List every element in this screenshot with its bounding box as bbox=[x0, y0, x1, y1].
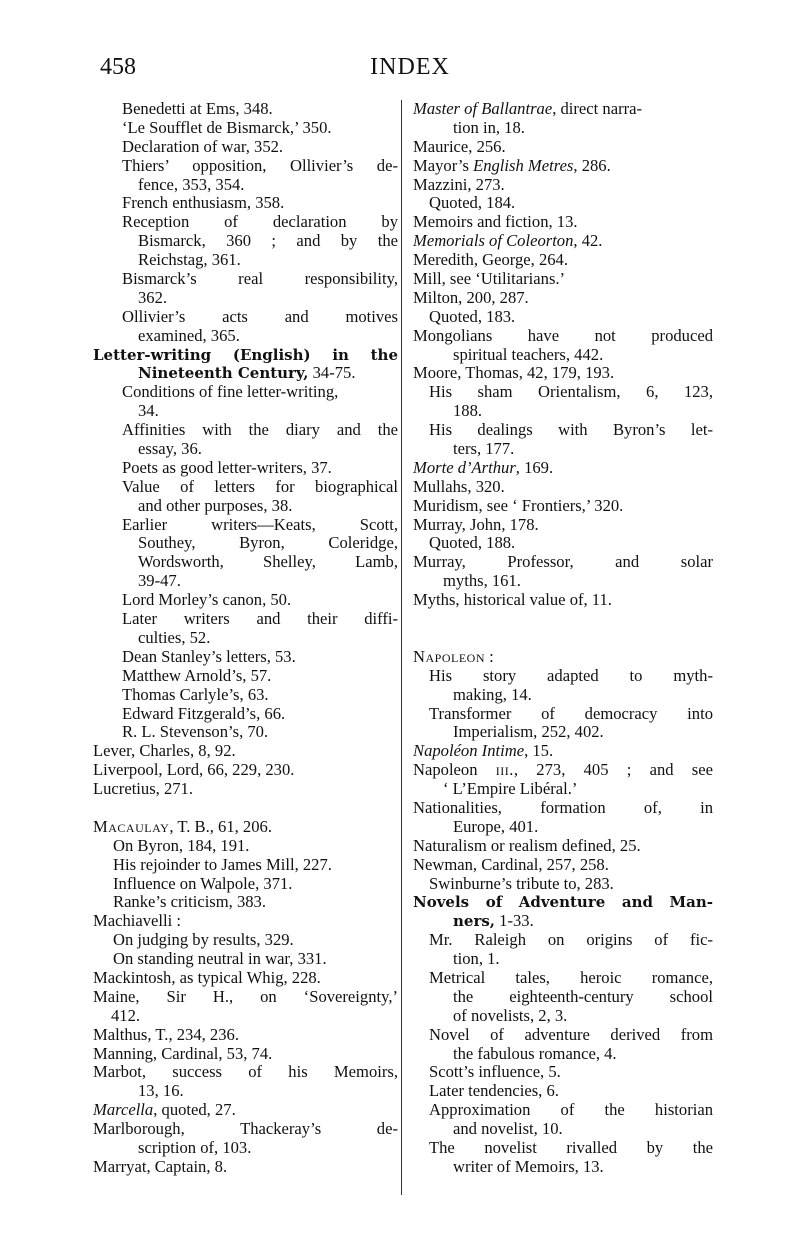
entry-text: 362. bbox=[138, 287, 168, 307]
index-entry-line bbox=[93, 988, 398, 1007]
entry-text: Declaration of war, 352. bbox=[122, 136, 284, 156]
index-entry-line bbox=[413, 856, 713, 875]
index-entry-line bbox=[443, 572, 713, 591]
entry-text: , quoted, 27. bbox=[153, 1100, 236, 1120]
entry-text: Dean Stanley’s letters, 53. bbox=[122, 646, 296, 666]
index-entry-line bbox=[138, 251, 398, 270]
index-entry-line bbox=[113, 837, 398, 856]
entry-text: Novel of adventure derived from bbox=[429, 1025, 713, 1044]
entry-text: , T. B., 61, 206. bbox=[169, 816, 272, 836]
entry-text: Marryat, Captain, 8. bbox=[93, 1156, 228, 1176]
index-entry-line bbox=[93, 818, 398, 837]
index-entry-line bbox=[429, 875, 713, 894]
index-entry-line bbox=[138, 364, 398, 383]
entry-text: Napoléon Intime bbox=[413, 741, 525, 761]
entry-text: , 15. bbox=[524, 741, 554, 761]
entry-text: Mullahs, 320. bbox=[413, 476, 505, 496]
running-head: INDEX bbox=[370, 54, 450, 80]
index-entry-line bbox=[413, 364, 713, 383]
entry-text: , direct narra- bbox=[552, 99, 643, 118]
entry-text: Quoted, 188. bbox=[429, 533, 516, 553]
entry-text: Mackintosh, as typical Whig, 228. bbox=[93, 967, 321, 987]
entry-text: Myths, historical value of, 11. bbox=[413, 590, 612, 610]
entry-text: Mazzini, 273. bbox=[413, 174, 505, 194]
entry-text: and other purposes, 38. bbox=[138, 495, 293, 515]
index-entry-line bbox=[93, 742, 398, 761]
index-entry-line bbox=[453, 1158, 713, 1177]
index-entry-line bbox=[122, 383, 398, 402]
entry-text: On Byron, 184, 191. bbox=[113, 835, 250, 855]
index-entry-line bbox=[138, 327, 398, 346]
index-entry-line bbox=[413, 478, 713, 497]
index-entry-line bbox=[138, 232, 398, 251]
entry-text: 39-47. bbox=[138, 571, 181, 591]
index-entry-line bbox=[413, 138, 713, 157]
entry-text: On judging by results, 329. bbox=[113, 930, 294, 950]
index-entry-line bbox=[413, 742, 713, 761]
entry-text: Mongolians have not produced bbox=[413, 326, 713, 345]
entry-text: Master of Ballantrae bbox=[413, 99, 553, 118]
index-entry-line bbox=[138, 1082, 398, 1101]
entry-text: Ranke’s criticism, 383. bbox=[113, 892, 267, 912]
index-entry-line bbox=[113, 856, 398, 875]
index-entry-line bbox=[429, 969, 713, 988]
index-entry-line bbox=[453, 912, 713, 931]
index-entry-line bbox=[111, 1007, 398, 1026]
entry-text: Thomas Carlyle’s, 63. bbox=[122, 684, 269, 704]
index-entry-line bbox=[138, 440, 398, 459]
entry-text: Murray, John, 178. bbox=[413, 514, 539, 534]
entry-text: Naturalism or realism defined, 25. bbox=[413, 835, 641, 855]
index-entry-line bbox=[453, 1045, 713, 1064]
index-entry-line bbox=[93, 780, 398, 799]
entry-text: 1-33. bbox=[495, 911, 534, 931]
entry-text: Poets as good letter-writers, 37. bbox=[122, 457, 332, 477]
entry-text: making, 14. bbox=[453, 684, 532, 704]
entry-text: culties, 52. bbox=[138, 627, 211, 647]
blank-line bbox=[93, 799, 398, 818]
entry-text: His rejoinder to James Mill, 227. bbox=[113, 854, 332, 874]
entry-text: 34-75. bbox=[308, 363, 356, 383]
index-entry-line bbox=[138, 402, 398, 421]
index-entry-line bbox=[413, 100, 713, 119]
index-entry-line bbox=[138, 289, 398, 308]
entry-text: His story adapted to myth- bbox=[429, 666, 713, 685]
entry-text: French enthusiasm, 358. bbox=[122, 193, 285, 213]
entry-text: 188. bbox=[453, 401, 483, 421]
index-entry-line bbox=[453, 1120, 713, 1139]
index-entry-line bbox=[413, 176, 713, 195]
index-entry-line bbox=[429, 667, 713, 686]
entry-text: Influence on Walpole, 371. bbox=[113, 873, 293, 893]
index-entry-line bbox=[429, 705, 713, 724]
index-entry-line bbox=[113, 950, 398, 969]
index-entry-line bbox=[413, 251, 713, 270]
entry-text: Lever, Charles, 8, 92. bbox=[93, 741, 236, 761]
index-entry-line bbox=[93, 1026, 398, 1045]
index-entry-line bbox=[429, 1026, 713, 1045]
entry-text: Imperialism, 252, 402. bbox=[453, 722, 604, 742]
index-entry-line bbox=[93, 1063, 398, 1082]
entry-text: Lucretius, 271. bbox=[93, 779, 194, 799]
index-column-left bbox=[93, 100, 398, 1177]
entry-text: Manning, Cardinal, 53, 74. bbox=[93, 1043, 273, 1063]
entry-text: The novelist rivalled by the bbox=[429, 1138, 713, 1157]
index-entry-line bbox=[122, 478, 398, 497]
entry-text: Quoted, 184. bbox=[429, 193, 516, 213]
entry-text: Ollivier’s acts and motives bbox=[122, 307, 398, 326]
entry-text: Bismarck’s real responsibility, bbox=[122, 270, 398, 289]
entry-text: Murray, Professor, and solar bbox=[413, 553, 713, 572]
index-entry-line bbox=[122, 723, 398, 742]
entry-text: scription of, 103. bbox=[138, 1137, 252, 1157]
index-entry-line bbox=[453, 346, 713, 365]
entry-text: English Metres bbox=[473, 155, 574, 175]
index-entry-line bbox=[413, 837, 713, 856]
index-entry-line bbox=[453, 402, 713, 421]
entry-text: Maurice, 256. bbox=[413, 136, 506, 156]
entry-text: Edward Fitzgerald’s, 66. bbox=[122, 703, 286, 723]
entry-text: ners, bbox=[453, 912, 496, 931]
blank-line bbox=[413, 629, 713, 648]
entry-text: ‘Le Soufflet de Bismarck,’ 350. bbox=[122, 117, 332, 137]
entry-text: Transformer of democracy into bbox=[429, 704, 713, 723]
entry-text: Maine, Sir H., on ‘Sovereignty,’ bbox=[93, 987, 398, 1006]
entry-text: Novels of Adventure and Man- bbox=[413, 893, 713, 912]
index-entry-line bbox=[413, 270, 713, 289]
index-entry-line bbox=[138, 534, 398, 553]
index-entry-line bbox=[453, 1007, 713, 1026]
index-entry-line bbox=[413, 799, 713, 818]
index-entry-line bbox=[413, 497, 713, 516]
entry-text: Value of letters for biographical bbox=[122, 477, 398, 496]
index-entry-line bbox=[413, 232, 713, 251]
entry-text: Napoleon bbox=[413, 761, 496, 780]
entry-text: Mayor’s bbox=[413, 155, 474, 175]
entry-text: Europe, 401. bbox=[453, 816, 539, 836]
entry-text: Macaulay bbox=[93, 816, 170, 836]
index-entry-line bbox=[138, 1139, 398, 1158]
entry-text: Benedetti at Ems, 348. bbox=[122, 99, 273, 118]
index-entry-line bbox=[443, 780, 713, 799]
entry-text: Reichstag, 361. bbox=[138, 250, 241, 270]
index-entry-line bbox=[429, 534, 713, 553]
entry-text: Milton, 200, 287. bbox=[413, 287, 529, 307]
entry-text: Affinities with the diary and the bbox=[122, 421, 398, 440]
entry-text: Moore, Thomas, 42, 179, 193. bbox=[413, 363, 615, 383]
entry-text: His sham Orientalism, 6, 123, bbox=[429, 383, 713, 402]
entry-text: Nationalities, formation of, in bbox=[413, 798, 713, 817]
index-entry-line bbox=[122, 119, 398, 138]
index-entry-line bbox=[413, 213, 713, 232]
entry-text: On standing neutral in war, 331. bbox=[113, 949, 327, 969]
index-entry-line bbox=[429, 383, 713, 402]
index-entry-line bbox=[413, 761, 713, 780]
index-entry-line bbox=[122, 194, 398, 213]
entry-text: , 273, 405 ; and see bbox=[513, 761, 713, 780]
entry-text: Later writers and their diffi- bbox=[122, 610, 398, 629]
entry-text: Earlier writers—Keats, Scott, bbox=[122, 515, 398, 534]
entry-text: tion in, 18. bbox=[453, 117, 525, 137]
index-entry-line bbox=[93, 1045, 398, 1064]
entry-text: Quoted, 183. bbox=[429, 306, 516, 326]
index-entry-line bbox=[93, 761, 398, 780]
entry-text: Marlborough, Thackeray’s de- bbox=[93, 1120, 398, 1139]
index-entry-line bbox=[453, 988, 713, 1007]
entry-text: Bismarck, 360 ; and by the bbox=[138, 232, 398, 251]
entry-text: spiritual teachers, 442. bbox=[453, 344, 604, 364]
index-entry-line bbox=[429, 194, 713, 213]
entry-text: iii. bbox=[495, 761, 514, 780]
entry-text: : bbox=[484, 646, 494, 666]
entry-text: , 42. bbox=[573, 231, 603, 251]
index-entry-line bbox=[113, 893, 398, 912]
entry-text: tion, 1. bbox=[453, 949, 500, 969]
index-entry-line bbox=[429, 1139, 713, 1158]
page-number: 458 bbox=[100, 54, 136, 80]
entry-text: myths, 161. bbox=[443, 571, 521, 591]
entry-text: Machiavelli : bbox=[93, 911, 182, 931]
index-entry-line bbox=[429, 1082, 713, 1101]
entry-text: fence, 353, 354. bbox=[138, 174, 245, 194]
entry-text: Muridism, see ‘ Frontiers,’ 320. bbox=[413, 495, 624, 515]
index-entry-line bbox=[122, 138, 398, 157]
index-entry-line bbox=[93, 1101, 398, 1120]
index-entry-line bbox=[93, 1158, 398, 1177]
entry-text: Nineteenth Century, bbox=[138, 364, 309, 383]
index-entry-line bbox=[113, 931, 398, 950]
entry-text: Southey, Byron, Coleridge, bbox=[138, 534, 398, 553]
index-entry-line bbox=[429, 421, 713, 440]
entry-text: of novelists, 2, 3. bbox=[453, 1005, 568, 1025]
index-entry-line bbox=[429, 308, 713, 327]
entry-text: ters, 177. bbox=[453, 439, 515, 459]
index-entry-line bbox=[429, 1063, 713, 1082]
index-entry-line bbox=[138, 629, 398, 648]
entry-text: Metrical tales, heroic romance, bbox=[429, 968, 713, 987]
index-entry-line bbox=[453, 440, 713, 459]
index-entry-line bbox=[122, 270, 398, 289]
column-divider bbox=[401, 100, 402, 1195]
index-entry-line bbox=[413, 516, 713, 535]
index-column-right bbox=[413, 100, 713, 1177]
entry-text: Later tendencies, 6. bbox=[429, 1081, 559, 1101]
entry-text: ‘ L’Empire Libéral.’ bbox=[443, 779, 578, 799]
entry-text: and novelist, 10. bbox=[453, 1119, 563, 1139]
blank-line bbox=[413, 610, 713, 629]
entry-text: Memorials of Coleorton bbox=[413, 231, 574, 251]
index-entry-line bbox=[413, 327, 713, 346]
entry-text: examined, 365. bbox=[138, 325, 240, 345]
index-entry-line bbox=[453, 723, 713, 742]
index-entry-line bbox=[122, 686, 398, 705]
entry-text: writer of Memoirs, 13. bbox=[453, 1156, 604, 1176]
entry-text: 34. bbox=[138, 401, 159, 421]
index-entry-line bbox=[413, 591, 713, 610]
entry-text: essay, 36. bbox=[138, 439, 202, 459]
index-entry-line bbox=[429, 1101, 713, 1120]
entry-text: Napoleon bbox=[413, 646, 485, 666]
index-entry-line bbox=[413, 459, 713, 478]
index-entry-line bbox=[413, 893, 713, 912]
index-entry-line bbox=[122, 421, 398, 440]
index-entry-line bbox=[122, 591, 398, 610]
entry-text: 412. bbox=[111, 1005, 141, 1025]
entry-text: the eighteenth-century school bbox=[453, 987, 713, 1006]
index-entry-line bbox=[122, 610, 398, 629]
entry-text: Marcella bbox=[93, 1100, 154, 1120]
index-entry-line bbox=[122, 459, 398, 478]
index-entry-line bbox=[138, 176, 398, 195]
index-entry-line bbox=[122, 213, 398, 232]
entry-text: Marbot, success of his Memoirs, bbox=[93, 1063, 398, 1082]
entry-text: the fabulous romance, 4. bbox=[453, 1043, 617, 1063]
index-entry-line bbox=[138, 497, 398, 516]
entry-text: Letter-writing (English) in the bbox=[93, 345, 398, 364]
index-entry-line bbox=[413, 553, 713, 572]
entry-text: Malthus, T., 234, 236. bbox=[93, 1024, 239, 1044]
index-entry-line bbox=[122, 157, 398, 176]
index-entry-line bbox=[429, 931, 713, 950]
index-entry-line bbox=[138, 572, 398, 591]
entry-text: , 286. bbox=[573, 155, 611, 175]
index-entry-line bbox=[93, 912, 398, 931]
index-entry-line bbox=[122, 308, 398, 327]
index-entry-line bbox=[413, 648, 713, 667]
entry-text: Liverpool, Lord, 66, 229, 230. bbox=[93, 760, 295, 780]
entry-text: Newman, Cardinal, 257, 258. bbox=[413, 854, 609, 874]
entry-text: Meredith, George, 264. bbox=[413, 250, 568, 270]
index-entry-line bbox=[93, 1120, 398, 1139]
index-entry-line bbox=[453, 686, 713, 705]
index-entry-line bbox=[122, 648, 398, 667]
entry-text: Mr. Raleigh on origins of fic- bbox=[429, 931, 713, 950]
entry-text: Wordsworth, Shelley, Lamb, bbox=[138, 553, 398, 572]
index-entry-line bbox=[113, 875, 398, 894]
entry-text: Mill, see ‘Utilitarians.’ bbox=[413, 269, 566, 289]
index-entry-line bbox=[93, 346, 398, 365]
index-entry-line bbox=[122, 516, 398, 535]
index-entry-line bbox=[138, 553, 398, 572]
index-entry-line bbox=[413, 289, 713, 308]
index-entry-line bbox=[413, 157, 713, 176]
entry-text: , 169. bbox=[515, 457, 554, 477]
index-entry-line bbox=[122, 100, 398, 119]
index-entry-line bbox=[453, 818, 713, 837]
entry-text: His dealings with Byron’s let- bbox=[429, 421, 713, 440]
entry-text: Thiers’ opposition, Ollivier’s de- bbox=[122, 156, 398, 175]
index-entry-line bbox=[453, 950, 713, 969]
entry-text: Conditions of fine letter-writing, bbox=[122, 382, 339, 402]
entry-text: Matthew Arnold’s, 57. bbox=[122, 665, 272, 685]
entry-text: Reception of declaration by bbox=[122, 213, 398, 232]
entry-text: 13, 16. bbox=[138, 1081, 184, 1101]
entry-text: Lord Morley’s canon, 50. bbox=[122, 590, 292, 610]
index-entry-line bbox=[122, 705, 398, 724]
entry-text: Morte d’Arthur bbox=[413, 457, 516, 477]
entry-text: Swinburne’s tribute to, 283. bbox=[429, 873, 614, 893]
index-entry-line bbox=[453, 119, 713, 138]
entry-text: R. L. Stevenson’s, 70. bbox=[122, 722, 269, 742]
index-entry-line bbox=[122, 667, 398, 686]
entry-text: Approximation of the historian bbox=[429, 1101, 713, 1120]
entry-text: Memoirs and fiction, 13. bbox=[413, 212, 578, 232]
index-entry-line bbox=[93, 969, 398, 988]
entry-text: Scott’s influence, 5. bbox=[429, 1062, 561, 1082]
